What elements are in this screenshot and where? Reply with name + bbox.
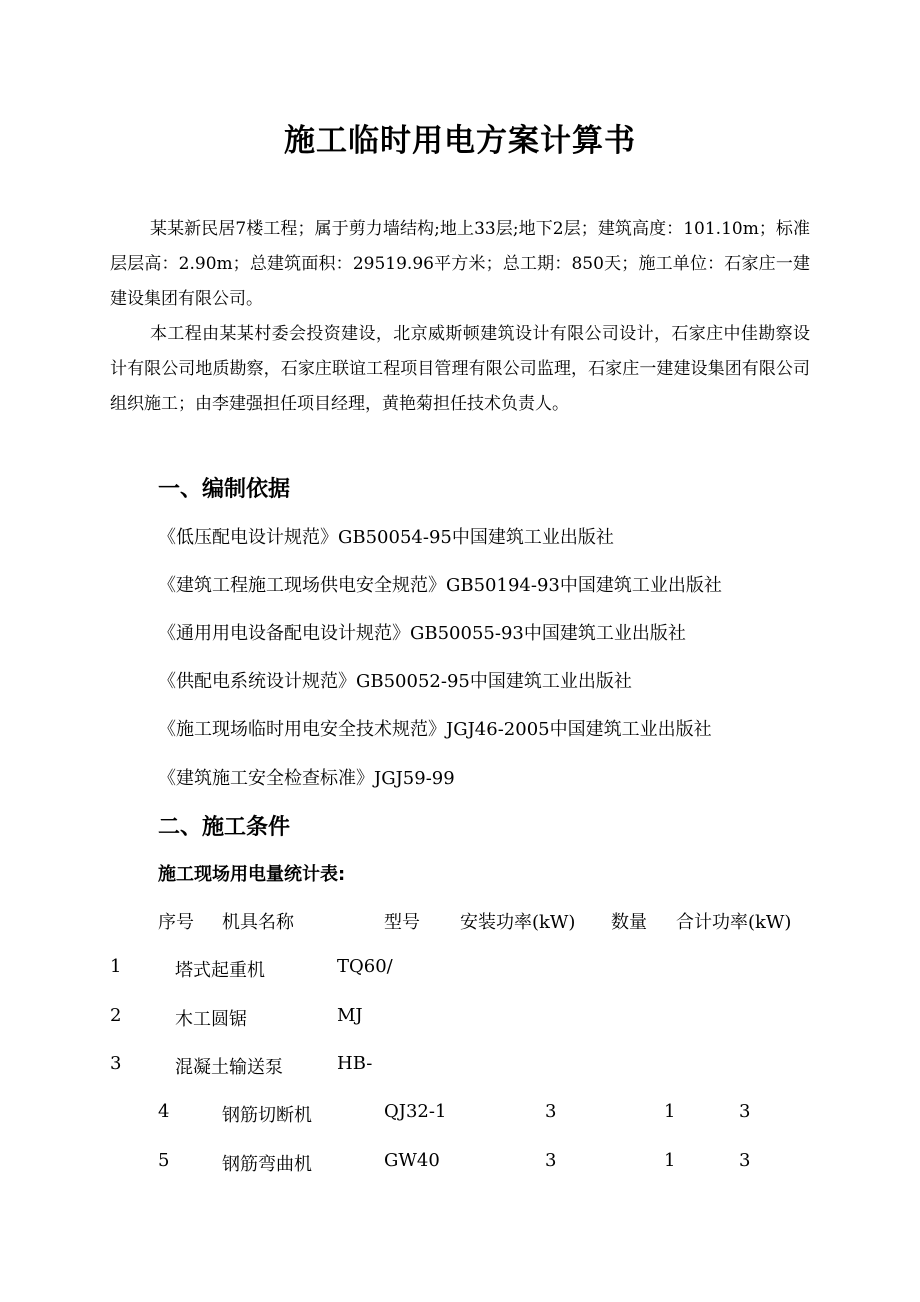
cell-install-power: 3 [545, 1150, 557, 1171]
reference-item: 《低压配电设计规范》GB50054-95中国建筑工业出版社 [158, 527, 614, 548]
cell-index: 5 [158, 1150, 170, 1171]
cell-total-power: 3 [739, 1150, 751, 1171]
project-overview-paragraph: 某某新民居7楼工程；属于剪力墙结构;地上33层;地下2层；建筑高度：101.10m；标准层层高：2.90m；总建筑面积：29519.96平方米；总工期：850天；施工单位：石家庄一建建设集团有限公司。 [110, 219, 810, 309]
cell-quantity: 1 [664, 1150, 676, 1171]
reference-item: 《建筑施工安全检查标准》JGJ59-99 [158, 768, 455, 789]
cell-model: GW40 [384, 1150, 440, 1171]
reference-item: 《施工现场临时用电安全技术规范》JGJ46-2005中国建筑工业出版社 [158, 719, 712, 740]
document-title: 施工临时用电方案计算书 [284, 123, 636, 159]
reference-item: 《供配电系统设计规范》GB50052-95中国建筑工业出版社 [158, 671, 632, 692]
header-quantity: 数量 [611, 912, 647, 933]
header-model: 型号 [384, 912, 420, 933]
project-parties-paragraph: 本工程由某某村委会投资建设，北京威斯顿建筑设计有限公司设计，石家庄中佳勘察设计有限公司地质勘察，石家庄联谊工程项目管理有限公司监理，石家庄一建建设集团有限公司组织施工；由李建强担任项目经理，黄艳菊担任技术负责人。 [110, 324, 810, 414]
cell-model: MJ [337, 1005, 363, 1026]
cell-machine-name: 钢筋切断机 [222, 1105, 312, 1126]
cell-index: 2 [110, 1005, 122, 1026]
table-title: 施工现场用电量统计表: [158, 864, 346, 885]
reference-item: 《建筑工程施工现场供电安全规范》GB50194-93中国建筑工业出版社 [158, 575, 722, 596]
reference-item: 《通用用电设备配电设计规范》GB50055-93中国建筑工业出版社 [158, 623, 686, 644]
section-heading-conditions: 二、施工条件 [158, 815, 291, 840]
header-index: 序号 [158, 912, 194, 933]
header-install-power: 安装功率(kW) [460, 912, 576, 933]
cell-index: 1 [110, 956, 122, 977]
cell-machine-name: 混凝土输送泵 [175, 1057, 283, 1078]
cell-index: 4 [158, 1101, 170, 1122]
cell-quantity: 1 [664, 1101, 676, 1122]
header-total-power: 合计功率(kW) [676, 912, 792, 933]
header-machine-name: 机具名称 [222, 912, 294, 933]
cell-model: QJ32-1 [384, 1101, 447, 1122]
cell-install-power: 3 [545, 1101, 557, 1122]
cell-index: 3 [110, 1053, 122, 1074]
cell-model: TQ60/ [337, 956, 393, 977]
cell-model: HB- [337, 1053, 373, 1074]
cell-total-power: 3 [739, 1101, 751, 1122]
section-heading-basis: 一、编制依据 [158, 477, 291, 502]
cell-machine-name: 木工圆锯 [175, 1009, 247, 1030]
cell-machine-name: 钢筋弯曲机 [222, 1154, 312, 1175]
cell-machine-name: 塔式起重机 [175, 960, 265, 981]
